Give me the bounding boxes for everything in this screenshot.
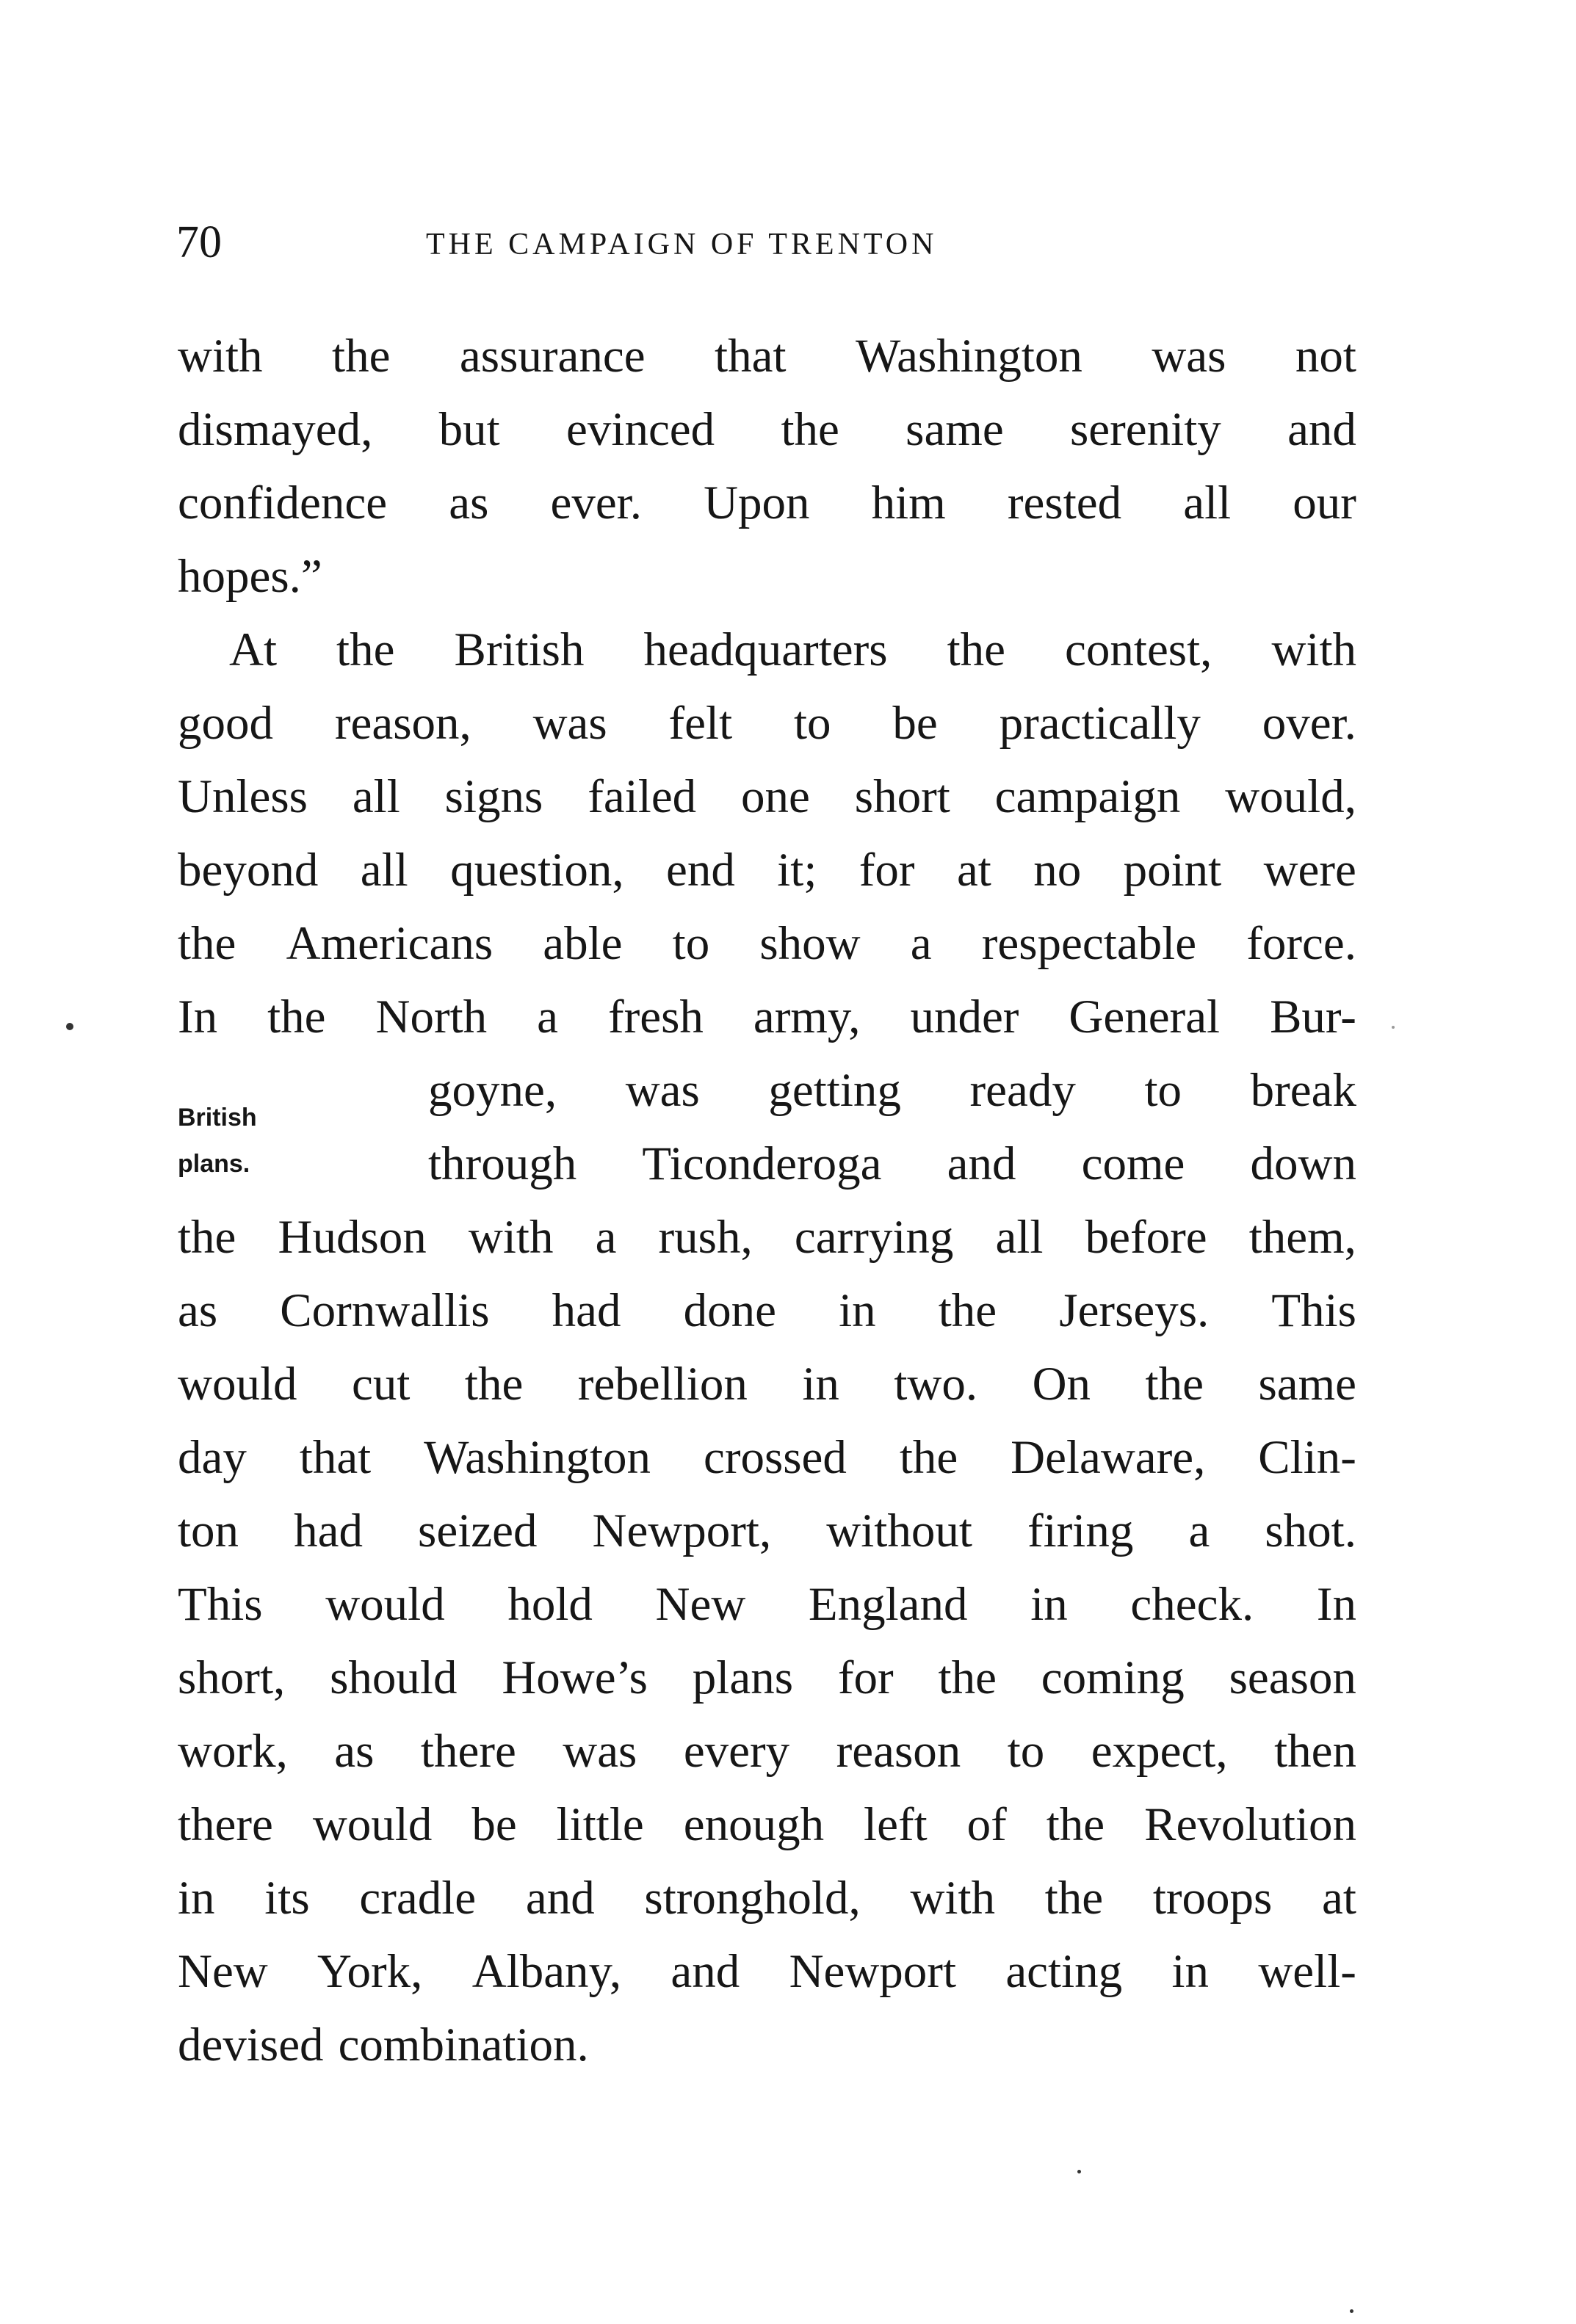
- word: not: [1295, 330, 1356, 383]
- text-line: [178, 1281, 1356, 1347]
- word: the: [781, 403, 839, 456]
- word: it;: [777, 844, 817, 897]
- text-line: [178, 914, 1356, 980]
- word: practically: [999, 697, 1201, 750]
- word: goyne,: [428, 1064, 557, 1117]
- word: stronghold,: [644, 1872, 861, 1925]
- word: New: [178, 1945, 268, 1998]
- word: had: [552, 1284, 621, 1337]
- text-line: [178, 1502, 1356, 1568]
- word: same: [1258, 1358, 1356, 1411]
- word: be: [471, 1798, 517, 1851]
- word: a: [537, 991, 558, 1043]
- word: in: [1030, 1578, 1068, 1631]
- word: with: [468, 1211, 554, 1264]
- word: headquarters: [643, 623, 888, 676]
- word: one: [741, 770, 810, 823]
- word: getting: [768, 1064, 901, 1117]
- word: all: [352, 770, 400, 823]
- word: rebellion: [577, 1358, 748, 1411]
- page-number: 70: [176, 217, 222, 267]
- word: a: [595, 1211, 617, 1264]
- word: Unless: [178, 770, 308, 823]
- word: to: [1007, 1725, 1045, 1778]
- word: in: [178, 1872, 215, 1925]
- word: the: [1044, 1872, 1104, 1925]
- word: the: [1046, 1798, 1105, 1851]
- word: day: [178, 1431, 247, 1484]
- word: was: [625, 1064, 700, 1117]
- word: devised: [178, 2019, 324, 2071]
- word: end: [665, 844, 735, 897]
- word: should: [330, 1651, 458, 1704]
- word: left: [864, 1798, 928, 1851]
- word: seized: [418, 1505, 538, 1557]
- word: of: [966, 1798, 1007, 1851]
- word: its: [264, 1872, 310, 1925]
- word: break: [1250, 1064, 1356, 1117]
- text-line: [178, 1795, 1356, 1861]
- word: with: [1271, 623, 1356, 676]
- word: a: [910, 917, 932, 970]
- word: over.: [1262, 697, 1356, 750]
- word: acting: [1005, 1945, 1123, 1998]
- word: evinced: [566, 403, 715, 456]
- word: done: [683, 1284, 776, 1337]
- word: there: [178, 1798, 273, 1851]
- word: without: [826, 1505, 972, 1557]
- word: serenity: [1070, 403, 1221, 456]
- word: as: [334, 1725, 375, 1778]
- word: the: [464, 1358, 524, 1411]
- word: two.: [894, 1358, 978, 1411]
- word: the: [332, 330, 391, 383]
- word: Cornwallis: [280, 1284, 490, 1337]
- word: was: [532, 697, 607, 750]
- word: good: [178, 697, 273, 750]
- word: respectable: [981, 917, 1197, 970]
- word: in: [802, 1358, 839, 1411]
- word: at: [956, 844, 991, 897]
- word: cut: [351, 1358, 411, 1411]
- word: and: [670, 1945, 740, 1998]
- word: In: [178, 991, 218, 1043]
- word: firing: [1027, 1505, 1134, 1557]
- word: Ticonderoga: [642, 1137, 882, 1190]
- word: This: [178, 1578, 263, 1631]
- word: beyond: [178, 844, 319, 897]
- word: in: [839, 1284, 876, 1337]
- word: reason: [836, 1725, 961, 1778]
- word: little: [556, 1798, 644, 1851]
- text-line: [178, 547, 1356, 613]
- word: work,: [178, 1725, 288, 1778]
- word: expect,: [1091, 1725, 1228, 1778]
- word: would: [312, 1798, 433, 1851]
- word: failed: [588, 770, 697, 823]
- word: point: [1123, 844, 1222, 897]
- word: check.: [1130, 1578, 1254, 1631]
- word: ton: [178, 1505, 239, 1557]
- word: coming: [1041, 1651, 1185, 1704]
- word: General: [1069, 991, 1221, 1043]
- word: all: [1183, 477, 1232, 529]
- margin-note-line: plans.: [178, 1150, 250, 1178]
- word: question,: [450, 844, 624, 897]
- word: the: [178, 1211, 236, 1264]
- word: for: [837, 1651, 894, 1704]
- word: no: [1033, 844, 1082, 897]
- word: the: [336, 623, 395, 676]
- word: Bur-: [1270, 991, 1356, 1043]
- word: short: [854, 770, 950, 823]
- word: army,: [753, 991, 861, 1043]
- word: every: [683, 1725, 790, 1778]
- word: be: [892, 697, 938, 750]
- word: would: [325, 1578, 445, 1631]
- word: then: [1274, 1725, 1356, 1778]
- paper-speck: [1392, 1026, 1395, 1029]
- word: enough: [683, 1798, 825, 1851]
- word: cradle: [359, 1872, 477, 1925]
- word: contest,: [1065, 623, 1212, 676]
- word: This: [1271, 1284, 1356, 1337]
- word: Delaware,: [1011, 1431, 1206, 1484]
- word: and: [525, 1872, 595, 1925]
- word: to: [1144, 1064, 1182, 1117]
- text-line: [178, 1648, 1356, 1715]
- word: come: [1081, 1137, 1185, 1190]
- word: Washington: [424, 1431, 651, 1484]
- word: short,: [178, 1651, 286, 1704]
- word: Howe’s: [502, 1651, 648, 1704]
- word: the: [899, 1431, 958, 1484]
- word: At: [229, 623, 277, 676]
- text-line: [428, 1134, 1356, 1201]
- word: all: [995, 1211, 1044, 1264]
- word: dismayed,: [178, 403, 373, 456]
- word: the: [938, 1284, 997, 1337]
- word: show: [759, 917, 861, 970]
- word: for: [859, 844, 915, 897]
- word: Washington: [855, 330, 1082, 383]
- word: North: [375, 991, 488, 1043]
- word: fresh: [607, 991, 704, 1043]
- word: ready: [969, 1064, 1076, 1117]
- word: in: [1171, 1945, 1210, 1998]
- word: season: [1229, 1651, 1356, 1704]
- paper-speck: [1077, 2170, 1081, 2173]
- word: same: [906, 403, 1004, 456]
- word: to: [794, 697, 831, 750]
- word: was: [1152, 330, 1226, 383]
- word: campaign: [994, 770, 1181, 823]
- word: England: [808, 1578, 968, 1631]
- word: a: [1188, 1505, 1210, 1557]
- word: them,: [1248, 1211, 1356, 1264]
- word: hopes.”: [178, 550, 322, 603]
- word: Albany,: [471, 1945, 622, 1998]
- word: would,: [1225, 770, 1356, 823]
- word: through: [428, 1137, 577, 1190]
- text-line: [428, 1061, 1356, 1127]
- margin-note-line: British: [178, 1104, 257, 1132]
- paper-speck: [1350, 2309, 1353, 2313]
- word: would: [178, 1358, 297, 1411]
- text-line: [178, 400, 1356, 466]
- word: shot.: [1265, 1505, 1356, 1557]
- word: Revolution: [1144, 1798, 1356, 1851]
- text-line: [178, 474, 1356, 540]
- text-line: [178, 1869, 1356, 1935]
- word: with: [178, 330, 263, 383]
- text-line: [178, 767, 1356, 833]
- word: force.: [1246, 917, 1356, 970]
- word: as: [449, 477, 489, 529]
- word: crossed: [703, 1431, 847, 1484]
- word: the: [947, 623, 1005, 676]
- word: signs: [444, 770, 543, 823]
- text-line: [178, 327, 1356, 393]
- word: to: [672, 917, 710, 970]
- word: the: [178, 917, 236, 970]
- word: before: [1085, 1211, 1207, 1264]
- word: carrying: [794, 1211, 954, 1264]
- text-line: [178, 1208, 1356, 1274]
- word: assurance: [459, 330, 646, 383]
- word: all: [360, 844, 408, 897]
- word: and: [947, 1137, 1016, 1190]
- word: the: [267, 991, 326, 1043]
- word: the: [938, 1651, 997, 1704]
- word: as: [178, 1284, 218, 1337]
- word: rush,: [658, 1211, 753, 1264]
- text-line: [178, 1355, 1356, 1421]
- paper-speck: [66, 1023, 73, 1030]
- text-line: [178, 841, 1356, 907]
- word: the: [1145, 1358, 1204, 1411]
- word: there: [420, 1725, 516, 1778]
- word: Upon: [704, 477, 810, 529]
- word: troops: [1152, 1872, 1273, 1925]
- word: hold: [507, 1578, 593, 1631]
- text-line: [229, 620, 1356, 687]
- text-line: [178, 694, 1356, 760]
- text-line: [178, 1428, 1356, 1494]
- word: Hudson: [278, 1211, 427, 1264]
- text-line: [178, 2016, 1356, 2082]
- word: On: [1032, 1358, 1091, 1411]
- word: combination.: [338, 2019, 589, 2071]
- word: with: [910, 1872, 995, 1925]
- word: that: [299, 1431, 372, 1484]
- word: Clin-: [1258, 1431, 1356, 1484]
- word: ever.: [550, 477, 642, 529]
- word: and: [1287, 403, 1356, 456]
- word: well-: [1258, 1945, 1356, 1998]
- word: plans: [692, 1651, 793, 1704]
- word: rested: [1007, 477, 1122, 529]
- word: Newport: [789, 1945, 957, 1998]
- word: able: [543, 917, 623, 970]
- word: at: [1322, 1872, 1356, 1925]
- text-line: [178, 1722, 1356, 1788]
- word: In: [1316, 1578, 1356, 1631]
- word: New: [655, 1578, 746, 1631]
- word: Jerseys.: [1059, 1284, 1210, 1337]
- word: felt: [668, 697, 733, 750]
- running-head: [176, 213, 1351, 272]
- text-line: [178, 988, 1356, 1054]
- word: was: [563, 1725, 637, 1778]
- text-line: [178, 1575, 1356, 1641]
- word: under: [910, 991, 1019, 1043]
- text-line: [178, 1942, 1356, 2008]
- running-title: THE CAMPAIGN OF TRENTON: [426, 228, 938, 261]
- word: had: [294, 1505, 363, 1557]
- word: reason,: [334, 697, 471, 750]
- word: our: [1293, 477, 1356, 529]
- word: down: [1250, 1137, 1356, 1190]
- word: Americans: [286, 917, 494, 970]
- word: Newport,: [592, 1505, 772, 1557]
- word: that: [715, 330, 787, 383]
- word: British: [454, 623, 585, 676]
- word: confidence: [178, 477, 388, 529]
- word: him: [871, 477, 946, 529]
- word: but: [438, 403, 500, 456]
- word: York,: [317, 1945, 423, 1998]
- word: were: [1263, 844, 1356, 897]
